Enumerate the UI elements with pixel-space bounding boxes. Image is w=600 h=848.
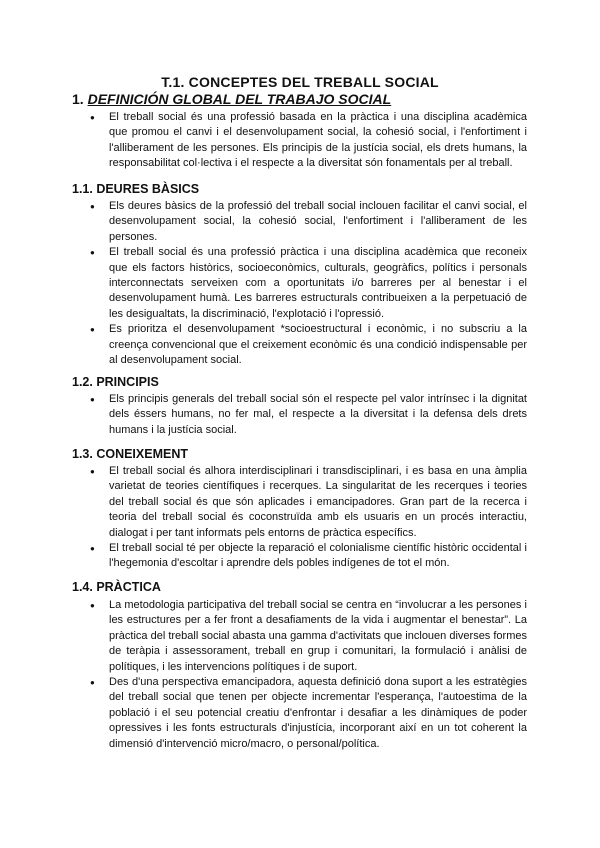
section-1-2-heading: 1.2. PRINCIPIS	[72, 375, 159, 389]
list-item: ● Els principis generals del treball social són el respecte pel valor intrínsec i la dignitat dels éssers humans, no fer mal, el respecte a la diversitat i la defensa dels drets humans i la justícia social.	[90, 392, 527, 438]
section-1-2-list	[90, 392, 527, 438]
document-title: T.1. CONCEPTES DEL TREBALL SOCIAL	[161, 74, 439, 90]
section-1-heading	[72, 91, 391, 107]
section-1-list	[90, 110, 527, 172]
section-1-3-heading: 1.3. CONEIXEMENT	[72, 447, 188, 461]
list-item: ● Es prioritza el desenvolupament *socioestructural i econòmic, i no subscriu a la creença convencional que el creixement econòmic és una condició indispensable per al desenvolupament social.	[90, 322, 527, 368]
list-item: ● La metodologia participativa del treball social se centra en “involucrar a les persones i les estructures per a fer front a desafiaments de la vida i augmentar el benestar”. La pràctica del treball social abasta una gamma d'activitats que inclouen diverses formes de teràpia i assessorament, treball en grup i comunitari, la formulació i anàlisi de polítiques, i les intervencions polítiques i de suport.	[90, 598, 527, 675]
list-item: ● El treball social és una professió pràctica i una disciplina acadèmica que reconeix que els factors històrics, socioeconòmics, culturals, geogràfics, polítics i personals interconnectats serveixen com a oportunitats i/o barreres per al benestar i el desenvolupament humà. Les barreres estructurals contribueixen a la perpetuació de les desigualtats, la discriminació, l'explotació i l'opressió.	[90, 245, 527, 322]
section-1-1-list	[90, 199, 527, 368]
section-1-4-list	[90, 598, 527, 752]
list-item: ● El treball social és una professió basada en la pràctica i una disciplina acadèmica que promou el canvi i el desenvolupament social, la cohesió social, i l'enfortiment i l'alliberament de les persones. Els principis de la justícia social, els drets humans, la responsabilitat col·lectiva i el respecte a la diversitat són fonamentals per al treball.	[90, 110, 527, 172]
section-1-4-heading: 1.4. PRÀCTICA	[72, 580, 161, 594]
section-1-title: DEFINICIÓN GLOBAL DEL TRABAJO SOCIAL	[87, 91, 392, 107]
section-1-3-list	[90, 464, 527, 572]
list-item: ● Els deures bàsics de la professió del treball social inclouen facilitar el canvi social, el desenvolupament social, la cohesió social, l'enfortiment i l'alliberament de les persones.	[90, 199, 527, 245]
section-1-number: 1.	[72, 91, 84, 107]
list-item: ● El treball social té per objecte la reparació el colonialisme científic històric occidental i l'hegemonia d'escoltar i aprendre dels pobles indígenes de tot el món.	[90, 541, 527, 572]
list-item: ● El treball social és alhora interdisciplinari i transdisciplinari, i es basa en una àmplia varietat de teories científiques i recerques. La singularitat de les recerques i teories del treball social és que són aplicades i emancipadores. Gran part de la recerca i teoria del treball social és coconstruïda amb els usuaris en un procés interactiu, dialogat i per tant informats pels entorns de pràctica específics.	[90, 464, 527, 541]
list-item: ● Des d'una perspectiva emancipadora, aquesta definició dona suport a les estratègies del treball social que tenen per objecte incrementar l'esperança, l'autoestima de la població i el seu potencial creatiu d'enfrontar i desafiar a les dinàmiques de poder opressives i les fonts estructurals d'injustícia, incorporant així en un tot coherent la dimensió d'intervenció micro/macro, o personal/política.	[90, 675, 527, 752]
section-1-1-heading: 1.1. DEURES BÀSICS	[72, 182, 200, 196]
